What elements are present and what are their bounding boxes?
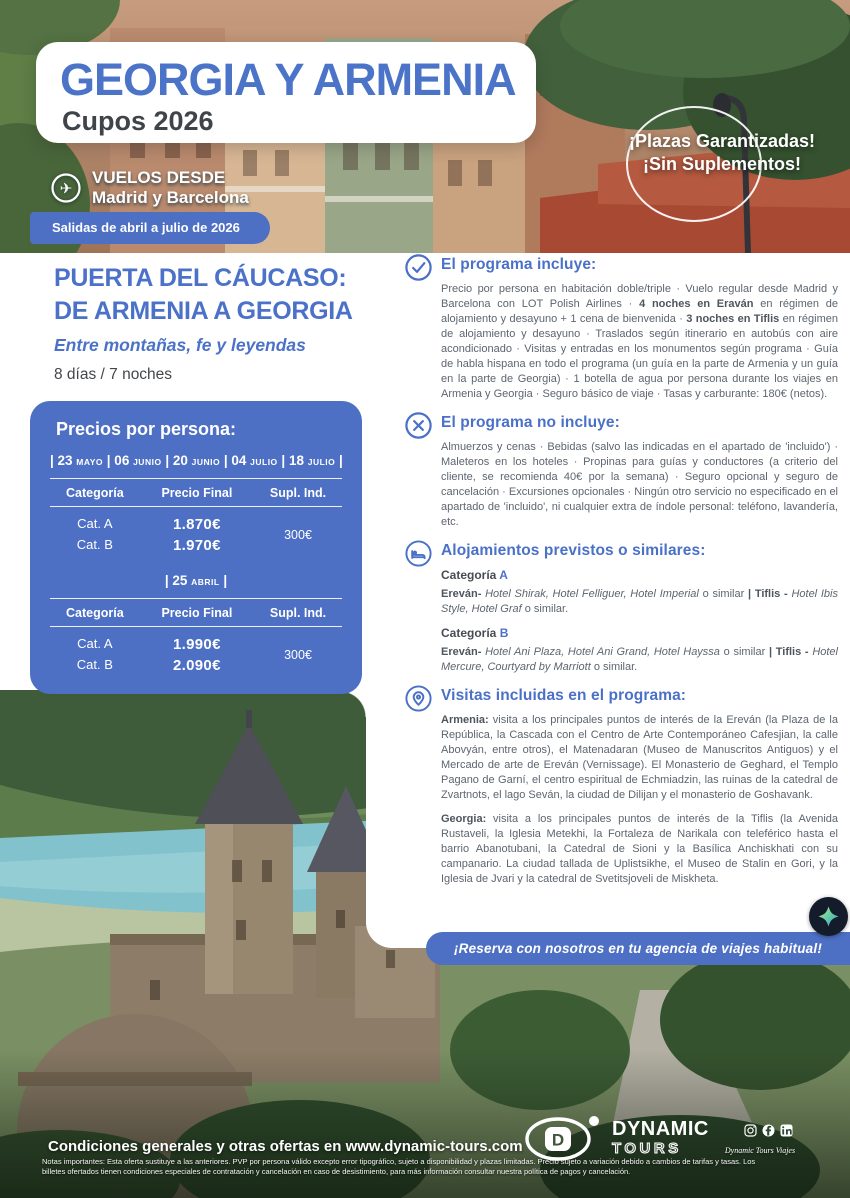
category-b-label: [441, 626, 838, 640]
hotels-cat-b: Ereván- Hotel Ani Plaza, Hotel Ani Grand, Hotel Hayssa o similar | Tiflis - Hotel Mercure, Courtyard by Marriott o similar.: [441, 646, 838, 673]
legal-line1: Notas importantes: Esta oferta sustituye a las anteriores. PVP por persona válido excepto error tipográfico, sujeto a disponibilidad y plazas limitadas. Precio sujeto a variación debido a cambios de tarifas y tasas. Los: [42, 1157, 756, 1166]
price-box-title: Precios por persona:: [56, 419, 237, 439]
supplement-cell: 300€: [284, 648, 312, 662]
tour-duration: 8 días / 7 noches: [54, 366, 173, 383]
departure-dates-group2: | 25 ABRIL |: [164, 573, 228, 588]
tour-title: [54, 262, 366, 327]
hotels-cat-a: Ereván- Hotel Shirak, Hotel Felliguer, Hotel Imperial o similar | Tiflis - Hotel Ibis Style, Hotel Graf o similar.: [441, 588, 838, 615]
brand-name: DYNAMIC: [612, 1117, 709, 1140]
section-title: Alojamientos previstos o similares:: [441, 542, 706, 559]
col-header-supplement: Supl. Ind.: [254, 478, 342, 507]
tour-title-line2: DE ARMENIA A GEORGIA: [54, 296, 353, 325]
photo-rounded-corner: [340, 690, 367, 717]
page-subtitle: Cupos 2026: [62, 106, 214, 136]
supplement-cell: 300€: [284, 528, 312, 542]
category-cell: Cat. A: [77, 636, 113, 651]
location-pin-circle-icon: [404, 684, 433, 713]
conditions-line: Condiciones generales y otras ofertas en www.dynamic-tours.com: [48, 1138, 523, 1155]
category-cell: Cat. B: [76, 537, 113, 552]
bed-circle-icon: [404, 539, 433, 568]
departures-ribbon: Salidas de abril a julio de 2026: [30, 212, 270, 244]
category-word: Categoría: [441, 568, 497, 582]
price-cell: 1.870€: [173, 516, 221, 533]
tour-tagline: Entre montañas, fe y leyendas: [54, 335, 306, 355]
visits-armenia: Armenia: visita a los principales puntos de interés de la Ereván (la Plaza de la República, la Cascada con el Centro de Arte Contemporáneo Cafesjian, la calle Abovyán, entre otros), el Matenadaran (Museo de Manuscritos Antiguos) y el Mercado de arte de Ereván (Vernissage). El Monasterio de Geghard, el Templo Pagano de Garní, el centro espiritual de Echmiadzin, las ruinas de la catedral de Zvartnots, el lago Seván, la ciudad de Dilijan y el monasterio de Goshavank.: [441, 714, 838, 801]
tour-title-line1: PUERTA DEL CÁUCASO:: [54, 264, 347, 292]
section-title: Visitas incluidas en el programa:: [441, 687, 687, 704]
section-excludes: [404, 414, 838, 530]
guarantee-badge: [612, 98, 832, 228]
col-header-price: Precio Final: [140, 478, 254, 507]
guarantee-line1: ¡Plazas Garantizadas!: [628, 131, 816, 151]
price-cell: 1.990€: [173, 636, 221, 653]
page-title: GEORGIA Y ARMENIA: [60, 54, 516, 105]
price-table-group2: [50, 598, 342, 676]
guarantee-text: [612, 130, 832, 175]
logo-letter: D: [551, 1130, 565, 1150]
col-header-price: Precio Final: [140, 598, 254, 627]
includes-body: Precio por persona en habitación doble/triple · Vuelo regular desde Madrid y Barcelona con LOT Polish Airlines · 4 noches en Eraván en régimen de alojamiento y desayuno + 1 cena de bienvenida · 3 noches en Tiflis en régimen de alojamiento y desayuno · Traslados según itinerario en autobús con aire acondicionado · Visitas y entradas en los monumentos según programa · Guía de habla hispana en todo el programa (un guía en la parte de Armenia y un guía en la parte de Georgia) · 1 botella de agua por persona durante los viajes en Armenia y Georgia · Seguro básico de viaje · Tasas y carburante: 180€ (netos).: [441, 283, 838, 400]
price-table-group1: [50, 478, 342, 556]
reserve-banner: ¡Reserva con nosotros en tu agencia de viajes habitual!: [426, 932, 850, 965]
flights-cities: Madrid y Barcelona: [92, 188, 249, 208]
section-title: El programa no incluye:: [441, 414, 620, 431]
facebook-icon[interactable]: [762, 1124, 775, 1137]
social-icons: [744, 1124, 793, 1137]
category-word: Categoría: [441, 626, 497, 640]
price-cell: 2.090€: [173, 657, 221, 674]
departure-dates-group1: | 23 MAYO | 06 JUNIO | 20 JUNIO | 04 JULIO | 18 JULIO |: [50, 453, 343, 468]
section-visits: [404, 687, 838, 887]
category-letter: A: [499, 568, 508, 582]
x-circle-icon: [404, 411, 433, 440]
plane-circle-icon: [50, 172, 82, 204]
instagram-icon[interactable]: [744, 1124, 757, 1137]
guarantee-line2: ¡Sin Suplementos!: [642, 153, 801, 174]
brand-text: [612, 1119, 709, 1156]
dynamic-tours-logo: [524, 1112, 709, 1162]
check-circle-icon: [404, 253, 433, 282]
flights-text: [92, 168, 249, 209]
section-includes: [404, 256, 838, 402]
flights-badge: [50, 168, 249, 209]
price-box: [30, 401, 362, 694]
brand-sub: TOURS: [612, 1139, 682, 1157]
section-title: El programa incluye:: [441, 256, 597, 273]
price-cell: 1.970€: [173, 537, 221, 554]
col-header-category: Categoría: [50, 598, 140, 627]
category-a-label: [441, 568, 838, 582]
col-header-supplement: Supl. Ind.: [254, 598, 342, 627]
category-cell: Cat. A: [77, 516, 113, 531]
title-card: [36, 42, 536, 143]
social-caption: Dynamic Tours Viajes: [724, 1146, 796, 1155]
star-widget-icon[interactable]: [809, 897, 848, 936]
category-cell: Cat. B: [76, 657, 113, 672]
svg-text:✈: ✈: [59, 180, 73, 198]
col-header-category: Categoría: [50, 478, 140, 507]
logo-d-icon: [524, 1112, 606, 1162]
excludes-body: Almuerzos y cenas · Bebidas (salvo las indicadas en el apartado de 'incluido') · Maleteros en los hoteles · Propinas para guías y conductores (a criterio del cliente, se recomienda 40€ por la semana) · Seguro opcional y seguro de cancelación · Excursiones opcionales · Ningún otro servicio no especificado en el apartado de 'incluido', ni cualquier extra de índole personal: teléfono, lavandería, etc.: [441, 441, 838, 528]
category-letter: B: [499, 626, 509, 640]
section-hotels: [404, 542, 838, 675]
legal-line2: billetes ofertados tienen condiciones especiales de contratación y cancelación en caso de desistimiento, para más información consultar nuestra política de pagos y cancelación.: [42, 1167, 631, 1177]
visits-georgia: Georgia: visita a los principales puntos de interés de la Tiflis (la Avenida Rustaveli, la Iglesia Metekhi, la Fortaleza de Narikala con teleférico hasta el barrio Abanotubani, la Catedral de Sioni y la Basílica Anchiskhati con su campanario. La ciudad tallada de Uplistsikhe, el Museo de Stalin en Gori, y la Iglesia de Jvari y la catedral de Svetitsjoveli de Miskheta.: [441, 813, 838, 885]
right-column: [404, 256, 838, 899]
flights-label: VUELOS DESDE: [92, 168, 226, 187]
left-column: [30, 262, 366, 694]
linkedin-icon[interactable]: [780, 1124, 793, 1137]
